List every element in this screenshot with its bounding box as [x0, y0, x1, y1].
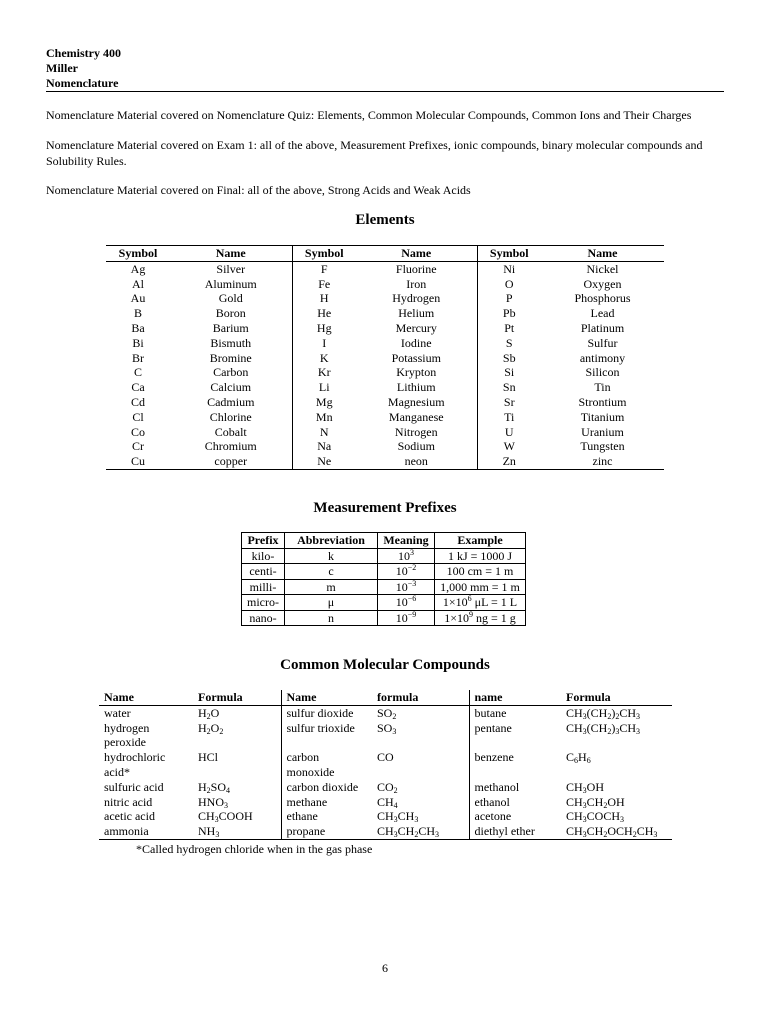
compound-formula: $CH_3COOH$: [198, 809, 253, 825]
element-name: Boron: [215, 306, 246, 321]
element-name: Oxygen: [583, 276, 622, 291]
table-row: [242, 548, 526, 564]
compound-formula: $NH_3$: [193, 824, 281, 839]
compound-formula: $H_2O_2$: [198, 720, 224, 736]
example-text: 1 kJ = 1000 J: [447, 548, 513, 563]
element-name: Chromium: [204, 439, 257, 454]
prefix-name: milli-: [242, 579, 285, 595]
compound-name: nitric acid: [104, 794, 153, 809]
element-symbol: Cd: [130, 394, 145, 409]
compound-formula: $CO_2$: [377, 779, 398, 795]
prefix-abbreviation: c: [285, 564, 378, 580]
element-name: Cobalt: [214, 424, 247, 439]
element-name: Mercury: [395, 320, 437, 335]
compound-name: ammonia: [99, 824, 193, 839]
table-row: [242, 610, 526, 626]
prefixes-title: Measurement Prefixes: [313, 500, 457, 516]
compound-name: ethane: [281, 809, 372, 824]
element-symbol: H: [292, 291, 356, 306]
column-header: Abbreviation: [285, 533, 378, 549]
element-symbol: F: [292, 261, 356, 276]
table-row: [106, 395, 664, 410]
element-symbol: O: [477, 277, 541, 292]
element-name: Calcium: [210, 380, 252, 395]
prefix-abbreviation: n: [285, 610, 378, 626]
element-name: Fluorine: [395, 261, 437, 276]
example-exponent: 9: [469, 609, 473, 619]
compound-name: ethanol: [469, 795, 561, 810]
meaning-base: 10: [398, 548, 410, 563]
element-name: Hydrogen: [392, 291, 441, 306]
compound-name: benzene: [469, 750, 561, 780]
compound-name: sulfur dioxide: [281, 705, 372, 720]
compounds-footnote: *Called hydrogen chloride when in the gas phase: [136, 842, 373, 856]
elements-table: [106, 245, 664, 470]
element-symbol: Ni: [477, 261, 541, 276]
element-symbol: C: [133, 365, 142, 380]
compound-name: sulfuric acid: [104, 779, 164, 794]
compound-formula: $CH_4$: [377, 794, 398, 810]
table-row: [106, 351, 664, 366]
elements-header-row: [106, 246, 664, 262]
element-symbol: Na: [292, 439, 356, 454]
compound-name: butane: [469, 705, 561, 720]
prefix-abbreviation: m: [285, 579, 378, 595]
table-row: [99, 721, 672, 751]
compound-formula: $SO_2$: [377, 705, 397, 721]
compound-formula: $H_2SO_4$: [198, 779, 231, 795]
prefix-meaning: [378, 595, 435, 611]
table-row: [106, 321, 664, 336]
column-header: Symbol: [477, 246, 541, 262]
meaning-base: 10: [395, 595, 408, 609]
column-header: Example: [435, 533, 526, 549]
table-row: [106, 410, 664, 425]
element-name: Bromine: [209, 350, 252, 365]
compound-formula: $CH_3CH_2CH_3$: [372, 824, 469, 839]
compounds-title: Common Molecular Compounds: [280, 657, 490, 673]
table-row: [106, 380, 664, 395]
element-name: Platinum: [580, 320, 625, 335]
example-exponent: 6: [467, 594, 472, 603]
compound-name: acetone: [469, 809, 561, 824]
element-symbol: Cu: [106, 454, 170, 469]
element-name: Lead: [590, 306, 615, 321]
element-name: Iron: [406, 276, 427, 291]
compound-formula: $CH_3COCH_3$: [566, 809, 625, 825]
table-row: [242, 564, 526, 580]
compound-formula: $CH_3CH_2OH$: [566, 794, 625, 810]
element-symbol: Ti: [477, 410, 541, 425]
compound-name: pentane: [469, 721, 561, 751]
element-name: Titanium: [580, 409, 625, 424]
table-row: [106, 277, 664, 292]
table-row: [242, 595, 526, 611]
element-name: copper: [170, 454, 292, 469]
element-symbol: Ca: [131, 380, 145, 395]
compound-formula: $CH_3OH$: [566, 779, 605, 795]
element-symbol: Zn: [477, 454, 541, 469]
table-row: [106, 291, 664, 306]
compound-name: methanol: [469, 780, 561, 795]
prefix-abbreviation: k: [285, 548, 378, 564]
element-name: Magnesium: [387, 394, 445, 409]
example-text: 100 cm = 1 m: [446, 564, 514, 578]
measurement-prefixes-table: [241, 532, 526, 626]
column-header: Symbol: [106, 246, 170, 262]
element-name: Helium: [398, 306, 435, 321]
topic-title: Nomenclature: [46, 76, 119, 90]
element-symbol: Si: [477, 365, 541, 380]
element-symbol: Co: [130, 424, 145, 439]
element-symbol: Pt: [477, 321, 541, 336]
table-row: [106, 454, 664, 469]
header-divider: [46, 91, 724, 92]
table-row: [99, 809, 672, 824]
compound-name: water: [104, 705, 131, 720]
element-symbol: Ba: [131, 320, 145, 335]
element-symbol: Al: [132, 276, 144, 291]
element-name: Aluminum: [204, 276, 257, 291]
column-header: Formula: [561, 690, 672, 705]
element-symbol: P: [477, 291, 541, 306]
element-symbol: Sb: [477, 351, 541, 366]
meaning-base: 10: [395, 610, 408, 625]
meaning-exponent: −3: [407, 578, 417, 588]
table-row: [99, 705, 672, 720]
column-header: formula: [372, 690, 469, 705]
prefixes-header-row: [242, 533, 526, 549]
prefix-name: centi-: [242, 564, 285, 580]
meaning-exponent: −2: [407, 563, 417, 572]
prefix-name: micro-: [242, 595, 285, 611]
meaning-base: 10: [395, 579, 408, 594]
element-name: Carbon: [213, 365, 249, 380]
prefix-name: kilo-: [242, 548, 285, 564]
element-name: Iodine: [400, 335, 432, 350]
element-name: Strontium: [578, 394, 627, 409]
meaning-exponent: 3: [410, 547, 414, 557]
compound-formula: CO: [377, 750, 394, 765]
table-row: [99, 780, 672, 795]
quiz-coverage-text: Nomenclature Material covered on Nomenclature Quiz: Elements, Common Molecular Compounds, Common Ions and Their Charges: [46, 108, 692, 122]
prefix-example: [435, 548, 526, 564]
element-symbol: Cl: [132, 409, 144, 424]
element-symbol: Ag: [130, 261, 146, 276]
column-header: Meaning: [378, 533, 435, 549]
table-row: [106, 336, 664, 351]
example-text: ng = 1 g: [473, 610, 516, 625]
element-symbol: U: [477, 425, 541, 440]
column-header: Name: [541, 246, 664, 262]
element-name: Silver: [216, 261, 246, 276]
meaning-exponent: −6: [407, 594, 417, 603]
table-row: [106, 439, 664, 454]
element-symbol: N: [292, 425, 356, 440]
compound-name: sulfur trioxide: [281, 721, 372, 751]
element-name: Gold: [218, 291, 243, 306]
instructor-name: Miller: [46, 61, 78, 75]
table-row: [106, 425, 664, 440]
element-name: zinc: [541, 454, 664, 469]
element-name: Sulfur: [587, 335, 618, 350]
column-header: Name: [356, 246, 477, 262]
element-symbol: Cr: [132, 439, 144, 454]
compound-formula: $CH_3(CH_2)_3CH_3$: [566, 720, 641, 736]
meaning-exponent: −9: [407, 609, 417, 619]
compound-formula: $C_6H_6$: [566, 750, 591, 766]
compound-name: propane: [281, 824, 372, 839]
element-symbol: B: [133, 306, 142, 321]
compound-formula: $H_2O$: [198, 705, 220, 721]
element-name: Bismuth: [210, 335, 252, 350]
page-number: 6: [382, 961, 388, 975]
column-header: Symbol: [292, 246, 356, 262]
compound-name: methane: [281, 795, 372, 810]
element-symbol: Mn: [292, 410, 356, 425]
prefix-name: nano-: [242, 610, 285, 626]
compound-name: carbon monoxide: [281, 750, 372, 780]
compound-formula: $CH_3CH_2OCH_2CH_3$: [561, 824, 672, 839]
example-text: 1,000 mm = 1 m: [440, 579, 520, 594]
element-name: Barium: [212, 320, 249, 335]
column-header: Name: [99, 690, 193, 705]
prefix-meaning: [378, 564, 435, 580]
element-name: Chlorine: [209, 409, 252, 424]
element-symbol: Ne: [292, 454, 356, 469]
element-symbol: Pb: [477, 306, 541, 321]
compound-name: hydrochloric acid*: [104, 750, 166, 779]
element-symbol: Li: [292, 380, 356, 395]
table-row: [99, 795, 672, 810]
prefix-example: [435, 595, 526, 611]
element-symbol: I: [292, 336, 356, 351]
table-row: [242, 579, 526, 595]
prefix-meaning: [378, 548, 435, 564]
exam-coverage-text: Nomenclature Material covered on Exam 1: all of the above, Measurement Prefixes, ionic compounds, binary molecular compounds and Solubility Rules.: [46, 138, 703, 168]
column-header: Prefix: [242, 533, 285, 549]
element-name: Krypton: [396, 365, 437, 380]
table-row: [106, 306, 664, 321]
element-name: Nickel: [586, 261, 619, 276]
element-name: Cadmium: [207, 394, 255, 409]
element-symbol: Sn: [477, 380, 541, 395]
document-header: [46, 46, 724, 91]
element-name: Tin: [594, 380, 611, 395]
element-symbol: K: [292, 351, 356, 366]
column-header: Name: [170, 246, 292, 262]
element-symbol: Mg: [292, 395, 356, 410]
column-header: name: [469, 690, 561, 705]
compound-formula: $CH_3(CH_2)_2CH_3$: [566, 705, 641, 721]
element-name: Silicon: [585, 365, 620, 380]
compound-formula: HCl: [198, 750, 219, 765]
column-header: Name: [281, 690, 372, 705]
element-symbol: Kr: [292, 365, 356, 380]
table-row: [99, 750, 672, 780]
compound-name: acetic acid: [104, 809, 155, 824]
prefix-meaning: [378, 610, 435, 626]
example-text: 1×10: [444, 610, 469, 625]
element-symbol: Br: [132, 350, 144, 365]
element-name: antimony: [579, 350, 626, 365]
element-name: Nitrogen: [394, 424, 438, 439]
element-name: Manganese: [388, 409, 444, 424]
column-header: Formula: [193, 690, 281, 705]
compound-name: hydrogen peroxide: [104, 720, 150, 750]
element-symbol: He: [292, 306, 356, 321]
element-symbol: Au: [130, 291, 146, 306]
element-name: Potassium: [391, 350, 441, 365]
molecular-compounds-table: [99, 690, 672, 840]
prefix-abbreviation: μ: [285, 595, 378, 611]
prefix-example: [435, 579, 526, 595]
element-symbol: Sr: [477, 395, 541, 410]
prefix-example: [435, 564, 526, 580]
compound-formula: $CH_3CH_3$: [377, 809, 419, 825]
element-symbol: S: [477, 336, 541, 351]
table-row: [106, 365, 664, 380]
element-name: Phosphorus: [574, 291, 631, 306]
element-name: Uranium: [581, 424, 624, 439]
example-text: 1×10: [442, 595, 468, 609]
element-name: Tungsten: [580, 439, 625, 454]
compound-formula: $SO_3$: [377, 720, 397, 736]
element-symbol: Bi: [132, 335, 144, 350]
element-symbol: Hg: [292, 321, 356, 336]
element-name: Sodium: [397, 439, 435, 454]
element-symbol: W: [477, 439, 541, 454]
element-name: Lithium: [396, 380, 436, 395]
course-title: Chemistry 400: [46, 46, 121, 60]
compound-name: diethyl ether: [469, 824, 561, 839]
table-row: [99, 824, 672, 839]
element-symbol: Fe: [292, 277, 356, 292]
element-name: neon: [356, 454, 477, 469]
table-row: [106, 261, 664, 276]
meaning-base: 10: [395, 564, 408, 578]
compounds-header-row: [99, 690, 672, 705]
prefix-example: [435, 610, 526, 626]
example-text: μL = 1 L: [471, 595, 518, 609]
elements-title: Elements: [355, 212, 415, 228]
compound-formula: $HNO_3$: [198, 794, 228, 810]
compound-name: carbon dioxide: [281, 780, 372, 795]
final-coverage-text: Nomenclature Material covered on Final: all of the above, Strong Acids and Weak Acids: [46, 183, 471, 197]
prefix-meaning: [378, 579, 435, 595]
